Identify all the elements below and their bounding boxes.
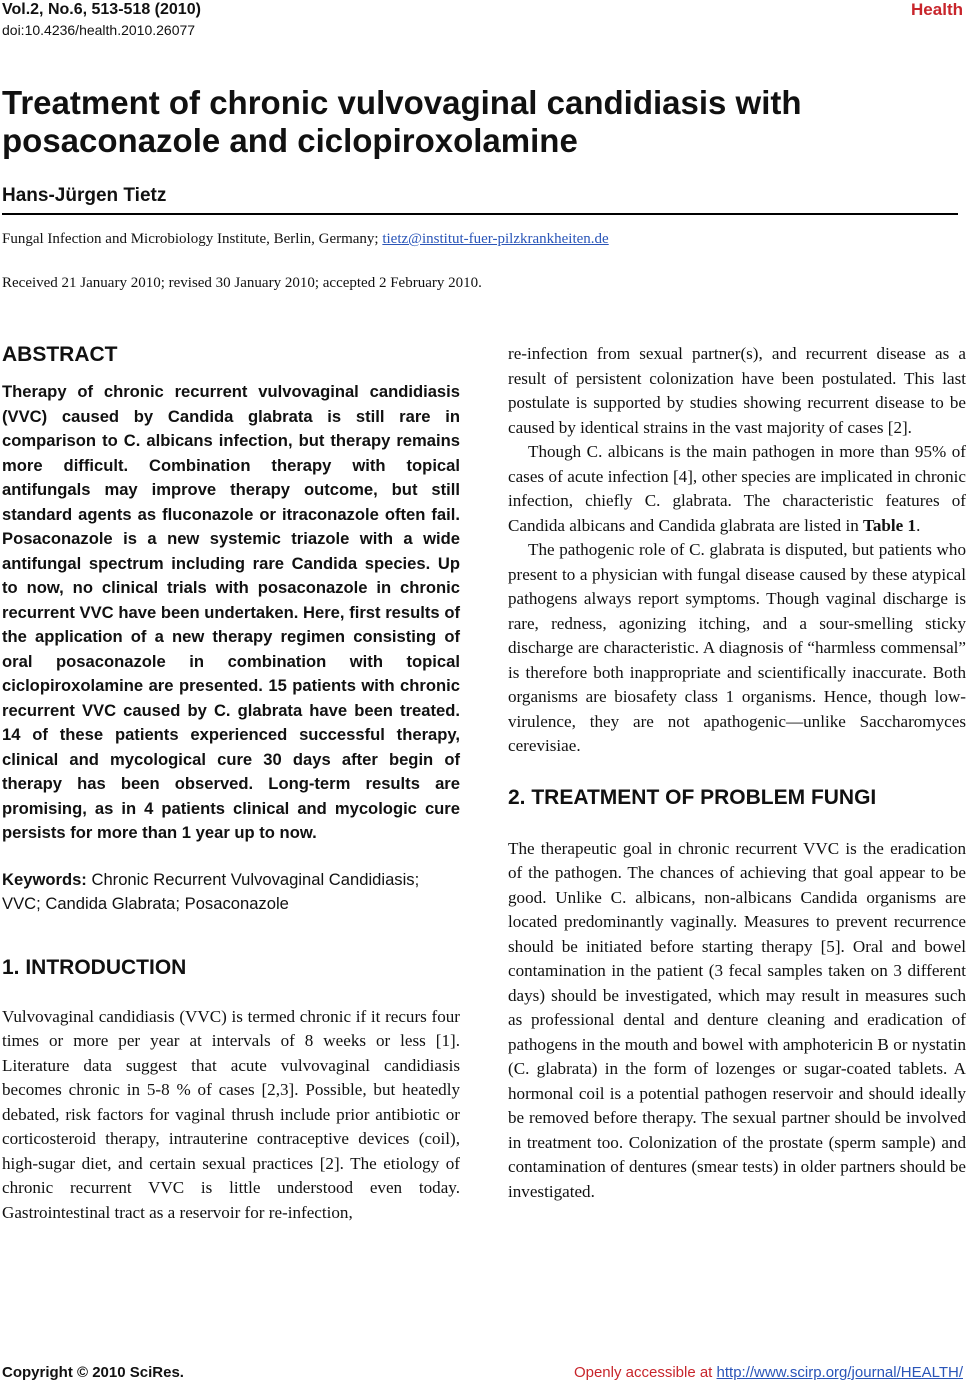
introduction-paragraph-1-continued: re-infection from sexual partner(s), and recurrent disease as a result of persistent colonization have been postulated. This last postulate is supported by studies showing recurrent disease to be caused by identical strains in the vast majority of cases [2]. [508, 344, 966, 437]
open-access-note [574, 1364, 963, 1381]
citation: Vol.2, No.6, 513-518 (2010) [2, 1, 201, 18]
abstract-text: Therapy of chronic recurrent vulvovaginal candidiasis (VVC) caused by Candida glabrata is still rare in comparison to C. albicans infection, but therapy remains more difficult. Combination therapy with topical antifungals may improve therapy outcome, but still standard agents as fluconazole or itraconazole often fail. Posaconazole is a new systemic triazole with a wide antifungal spectrum including rare Candida species. Up to now, no clinical trials with posaconazole in chronic recurrent VVC have been undertaken. Here, first results of the application of a new therapy regimen consisting of oral posaconazole in combination with topical ciclopiroxolamine are presented. 15 patients with chronic recurrent VVC caused by C. glabrata have been treated. 14 of these patients experienced successful therapy, clinical and mycological cure 30 days after begin of therapy has been observed. Long-term results are promising, as in 4 patients clinical and mycologic cure persists for more than 1 year up to now. [2, 382, 460, 842]
keywords-label: Keywords: [2, 869, 87, 889]
affiliation-text: Fungal Infection and Microbiology Institute, Berlin, Germany; [2, 231, 383, 247]
introduction-heading: 1. INTRODUCTION [2, 955, 187, 979]
title-rule [2, 213, 958, 215]
right-column [508, 342, 966, 1204]
author: Hans-Jürgen Tietz [2, 185, 167, 206]
keywords-text: Chronic Recurrent Vulvovaginal Candidiasis; VVC; Candida Glabrata; Posaconazole [2, 869, 420, 913]
table-1-reference[interactable]: Table 1 [863, 515, 917, 535]
section-2-paragraph-1: The therapeutic goal in chronic recurrent VVC is the eradication of the pathogen. The chances of achieving that goal appear to be good. Unlike C. albicans, non-albicans Candida organisms are located predominantly vaginally. Measures to prevent recurrence should be initiated before starting therapy [5]. Oral and bowel contamination in the patient (3 fecal samples taken on 3 different days) should be investigated, which may result in measures such as professional dental and denture cleaning and eradication of pathogens in the mouth and bowel with amphotericin B or nystatin (C. glabrata) in the form of lozenges or sugar-coated tablets. A hormonal coil is a potential pathogen reservoir and should ideally be removed before therapy. The sexual partner should be involved in treatment too. Colonization of the prostate (sperm sample) and contamination of dentures (smear tests) in older partners should be investigated. [508, 838, 966, 1201]
section-2-heading: 2. TREATMENT OF PROBLEM FUNGI [508, 785, 877, 809]
paragraph-2-end: . [916, 515, 921, 535]
affiliation [2, 231, 609, 248]
author-email-link[interactable]: tietz@institut-fuer-pilzkrankheiten.de [382, 231, 609, 247]
abstract-heading: ABSTRACT [2, 343, 118, 366]
journal-url-link[interactable]: http://www.scirp.org/journal/HEALTH/ [716, 1364, 963, 1381]
open-access-text: Openly accessible at [573, 1364, 717, 1381]
paper-title: Treatment of chronic vulvovaginal candidiasis with posaconazole and ciclopiroxolamine [2, 84, 802, 159]
left-column [2, 340, 460, 1225]
doi: doi:10.4236/health.2010.26077 [2, 22, 196, 38]
keywords [2, 868, 460, 917]
copyright: Copyright © 2010 SciRes. [2, 1364, 184, 1381]
journal-name: Health [911, 0, 963, 19]
paragraph-2-text: Though C. albicans is the main pathogen in more than 95% of cases of acute infection [4], other species are implicated in chronic infection, chiefly C. glabrata. The characteristic features of Candida albicans and Candida glabrata are listed in [508, 442, 966, 535]
introduction-paragraph-1: Vulvovaginal candidiasis (VVC) is termed chronic if it recurs four times or more per year at intervals of 8 weeks or less [1]. Literature data suggest that acute vulvovaginal candidiasis becomes chronic in 5-8 % of cases [2,3]. Possible, but heatedly debated, risk factors for vaginal thrush include prior antibiotic or corticosteroid therapy, intrauterine contraceptive devices (coil), high-sugar diet, and certain sexual practices [2]. The etiology of chronic recurrent VVC is little understood even today. Gastrointestinal tract as a reservoir for re-infection, [2, 1006, 460, 1222]
introduction-paragraph-2 [508, 440, 966, 538]
introduction-paragraph-3: The pathogenic role of C. glabrata is disputed, but patients who present to a physician with fungal disease caused by these atypical pathogens always report symptoms. Though vaginal discharge is rare, redness, agonizing itching, and a sour-smelling sticky discharge are characteristic. A diagnosis of “harmless commensal” is therefore both inappropriate and scientifically inaccurate. Both organisms are biosafety class 1 organisms. Hence, though low-virulence, they are not apathogenic—unlike Saccharomyces cerevisiae. [508, 540, 966, 755]
received-dates: Received 21 January 2010; revised 30 January 2010; accepted 2 February 2010. [2, 275, 482, 291]
